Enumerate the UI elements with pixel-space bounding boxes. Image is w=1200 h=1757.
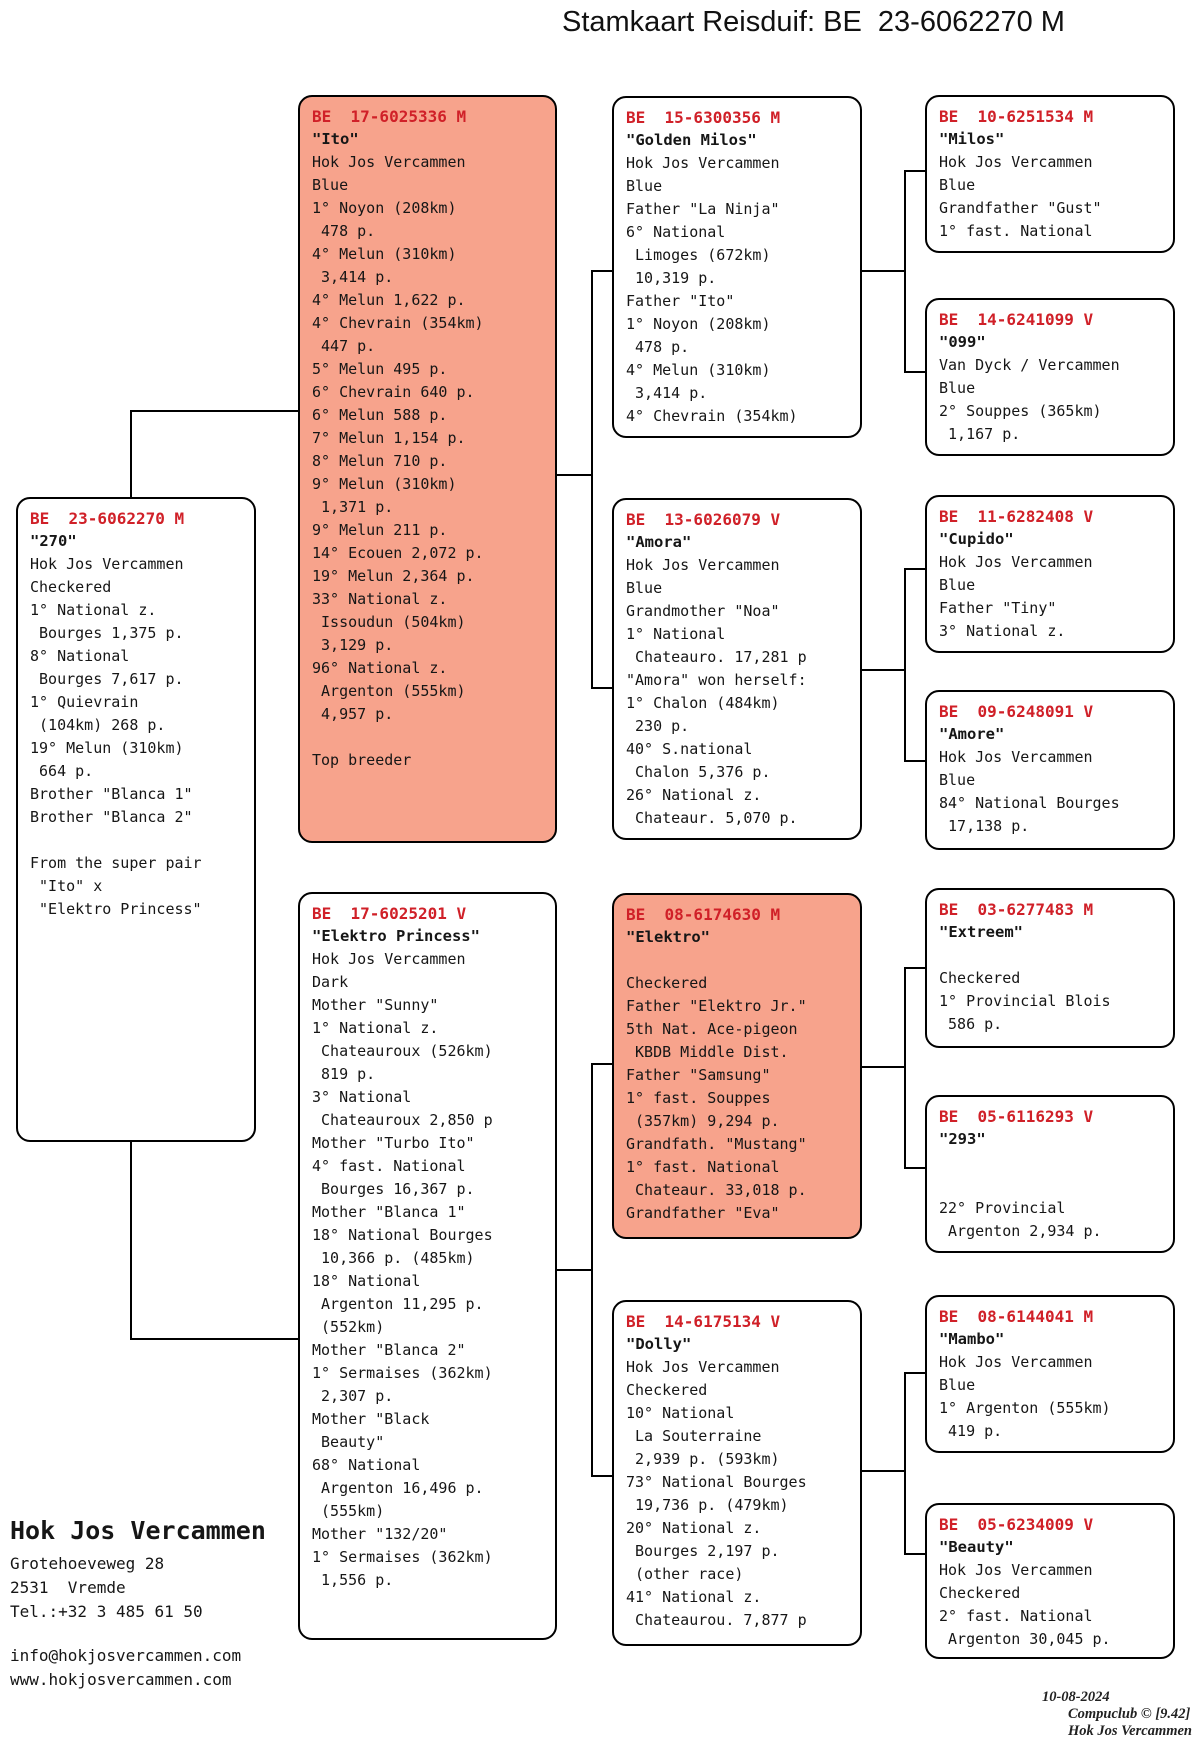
detail-line: 478 p. (312, 222, 376, 240)
detail-line: Chalon 5,376 p. (626, 763, 771, 781)
detail-line: Chateaur. 33,018 p. (626, 1181, 807, 1199)
ring-number: BE 14-6241099 V (939, 310, 1094, 329)
detail-line: 4° Melun (310km) (626, 361, 771, 379)
connector-to-golden-milos (591, 270, 612, 272)
detail-line: Beauty" (312, 1433, 385, 1451)
connector-trunk-ep-parents (591, 1063, 593, 1477)
connector-child-amora (862, 669, 906, 671)
box-details (626, 152, 848, 428)
connector-to-amore (904, 760, 925, 762)
detail-line (939, 1151, 1161, 1174)
pigeon-name: "Amore" (939, 725, 1005, 743)
detail-line: 1° National z. (30, 601, 157, 619)
connector-to-mambo (904, 1372, 925, 1374)
pigeon-name: "Dolly" (626, 1335, 692, 1353)
ring-number: BE 08-6144041 M (939, 1307, 1094, 1326)
detail-line: Father "Tiny" (939, 599, 1057, 617)
detail-line: Blue (626, 579, 663, 597)
detail-line: 2° Souppes (365km) (939, 402, 1102, 420)
detail-line: (552km) (312, 1318, 385, 1336)
detail-line: 230 p. (626, 717, 690, 735)
detail-line: Blue (939, 379, 976, 397)
detail-line: Mother "Sunny" (312, 996, 439, 1014)
detail-line: Hok Jos Vercammen (626, 556, 780, 574)
pedigree-box-amora (612, 498, 862, 840)
detail-line: 4° Chevrain (354km) (312, 314, 484, 332)
ring-number: BE 10-6251534 M (939, 107, 1094, 126)
detail-line: 10,319 p. (626, 269, 717, 287)
detail-line: Grandfather "Gust" (939, 199, 1102, 217)
detail-line: 96° National z. (312, 659, 448, 677)
detail-line: Grandmother "Noa" (626, 602, 780, 620)
detail-line: 4° Melun (310km) (312, 245, 457, 263)
detail-line: 18° National Bourges (312, 1226, 493, 1244)
detail-line (30, 829, 242, 852)
pedigree-box-293 (925, 1095, 1175, 1253)
pigeon-name: "Beauty" (939, 1538, 1014, 1556)
detail-line: Argenton 2,934 p. (939, 1222, 1102, 1240)
detail-line: 2° fast. National (939, 1607, 1093, 1625)
detail-line: 4° Melun 1,622 p. (312, 291, 466, 309)
detail-line: Hok Jos Vercammen (939, 153, 1093, 171)
detail-line: (104km) 268 p. (30, 716, 166, 734)
pigeon-name: "Ito" (312, 130, 359, 148)
ring-number: BE 05-6116293 V (939, 1107, 1094, 1126)
detail-line: Top breeder (312, 751, 412, 769)
detail-line: 17,138 p. (939, 817, 1030, 835)
detail-line: 3,129 p. (312, 636, 394, 654)
footer-credit (1027, 1672, 1192, 1757)
connector-child-ito (557, 474, 593, 476)
connector-to-extreem (904, 967, 925, 969)
pedigree-box-amore (925, 690, 1175, 850)
detail-line: 3,414 p. (626, 384, 708, 402)
pigeon-name: "Elektro Princess" (312, 927, 480, 945)
detail-line: "Ito" x (30, 877, 103, 895)
connector-to-293 (904, 1167, 925, 1169)
detail-line: From the super pair (30, 854, 202, 872)
pigeon-name: "Cupido" (939, 530, 1014, 548)
detail-line: 4° fast. National (312, 1157, 466, 1175)
detail-line: "Elektro Princess" (30, 900, 202, 918)
ring-number: BE 23-6062270 M (30, 509, 185, 528)
detail-line: (555km) (312, 1502, 385, 1520)
detail-line: Father "Samsung" (626, 1066, 771, 1084)
detail-line: 447 p. (312, 337, 376, 355)
detail-line: Blue (939, 576, 976, 594)
detail-line: Hok Jos Vercammen (626, 154, 780, 172)
detail-line: 84° National Bourges (939, 794, 1120, 812)
box-details (939, 354, 1161, 446)
connector-child-elektro (862, 1066, 906, 1068)
detail-line: 1° Argenton (555km) (939, 1399, 1111, 1417)
detail-line: 18° National (312, 1272, 421, 1290)
detail-line: 2,939 p. (593km) (626, 1450, 780, 1468)
detail-line: 419 p. (939, 1422, 1003, 1440)
detail-line: Grandfather "Eva" (626, 1204, 780, 1222)
detail-line: Blue (939, 771, 976, 789)
detail-line: 1° Sermaises (362km) (312, 1364, 493, 1382)
detail-line: 20° National z. (626, 1519, 762, 1537)
detail-line: (other race) (626, 1565, 744, 1583)
ring-number: BE 15-6300356 M (626, 108, 781, 127)
ring-number: BE 03-6277483 M (939, 900, 1094, 919)
connector-child-elektro-princess (557, 1269, 593, 1271)
detail-line: 664 p. (30, 762, 94, 780)
pedigree-box-ito (298, 95, 557, 843)
connector-child-golden-milos (862, 270, 906, 272)
detail-line: 5° Melun 495 p. (312, 360, 448, 378)
detail-line: 40° S.national (626, 740, 753, 758)
connector-to-cupido (904, 568, 925, 570)
detail-line: 4,957 p. (312, 705, 394, 723)
loft-name: Hok Jos Vercammen (10, 1516, 266, 1545)
pedigree-box-dolly (612, 1300, 862, 1646)
detail-line: Hok Jos Vercammen (939, 1561, 1093, 1579)
detail-line: 478 p. (626, 338, 690, 356)
detail-line: Checkered (626, 974, 708, 992)
detail-line: Argenton (555km) (312, 682, 466, 700)
connector-to-milos (904, 170, 925, 172)
detail-line: Bourges 16,367 p. (312, 1180, 475, 1198)
detail-line: Chateaurou. 7,877 p (626, 1611, 807, 1629)
spacer (10, 1624, 266, 1644)
detail-line: 8° National (30, 647, 130, 665)
connector-child-dolly (862, 1470, 906, 1472)
connector-to-elektro-princess (130, 1338, 298, 1340)
detail-line: 6° National (626, 223, 726, 241)
connector-to-ito (130, 410, 298, 412)
detail-line: Bourges 1,375 p. (30, 624, 184, 642)
connector-to-dolly (591, 1475, 612, 1477)
loft-website: www.hokjosvercammen.com (10, 1670, 232, 1689)
detail-line: 19,736 p. (479km) (626, 1496, 789, 1514)
detail-line: 9° Melun (310km) (312, 475, 457, 493)
detail-line: Father "La Ninja" (626, 200, 780, 218)
detail-line: 1° fast. Souppes (626, 1089, 771, 1107)
detail-line: 586 p. (939, 1015, 1003, 1033)
box-details (312, 151, 543, 772)
detail-line: Limoges (672km) (626, 246, 771, 264)
detail-line: 1° Chalon (484km) (626, 694, 780, 712)
detail-line: 5th Nat. Ace-pigeon (626, 1020, 798, 1038)
pedigree-box-milos (925, 95, 1175, 253)
detail-line: 9° Melun 211 p. (312, 521, 448, 539)
footer-loft: Hok Jos Vercammen (1067, 1723, 1192, 1739)
pigeon-name: "099" (939, 333, 986, 351)
detail-line: 2,307 p. (312, 1387, 394, 1405)
ring-number: BE 11-6282408 V (939, 507, 1094, 526)
box-details (939, 151, 1161, 243)
pigeon-name: "Elektro" (626, 928, 710, 946)
detail-line: 4° Chevrain (354km) (626, 407, 798, 425)
pigeon-name: "Milos" (939, 130, 1005, 148)
connector-trunk-ito-parents (591, 270, 593, 689)
detail-line: Bourges 7,617 p. (30, 670, 184, 688)
detail-line: Chateauroux 2,850 p (312, 1111, 493, 1129)
detail-line: 1° fast. National (626, 1158, 780, 1176)
detail-line: Checkered (939, 1584, 1021, 1602)
detail-line: Hok Jos Vercammen (939, 748, 1093, 766)
ring-number: BE 13-6026079 V (626, 510, 781, 529)
detail-line: Mother "Blanca 1" (312, 1203, 466, 1221)
detail-line (312, 726, 543, 749)
box-details (939, 551, 1161, 643)
detail-line: 1° Quievrain (30, 693, 139, 711)
detail-line: Brother "Blanca 1" (30, 785, 193, 803)
connector-trunk-gm-parents (904, 170, 906, 373)
connector-trunk-amora-parents (904, 568, 906, 762)
detail-line: 1° Sermaises (362km) (312, 1548, 493, 1566)
box-details (626, 1356, 848, 1632)
detail-line: Bourges 2,197 p. (626, 1542, 780, 1560)
ring-number: BE 14-6175134 V (626, 1312, 781, 1331)
box-details (312, 948, 543, 1592)
detail-line: Hok Jos Vercammen (312, 153, 466, 171)
page-title: Stamkaart Reisduif: BE 23-6062270 M (562, 6, 1065, 38)
ring-number: BE 05-6234009 V (939, 1515, 1094, 1534)
detail-line: Dark (312, 973, 349, 991)
detail-line: 41° National z. (626, 1588, 762, 1606)
detail-line: Hok Jos Vercammen (30, 555, 184, 573)
detail-line: 73° National Bourges (626, 1473, 807, 1491)
detail-line: 14° Ecouen 2,072 p. (312, 544, 484, 562)
pedigree-box-golden-milos (612, 96, 862, 438)
connector-to-amora (591, 687, 612, 689)
detail-line: 68° National (312, 1456, 421, 1474)
footer-program: Compuclub © [9.42] (1067, 1706, 1191, 1722)
detail-line: Hok Jos Vercammen (312, 950, 466, 968)
pedigree-box-extreem (925, 888, 1175, 1048)
detail-line: La Souterraine (626, 1427, 762, 1445)
detail-line: 1° fast. National (939, 222, 1093, 240)
detail-line: Blue (626, 177, 663, 195)
detail-line: Blue (939, 1376, 976, 1394)
detail-line: 1° National z. (312, 1019, 439, 1037)
detail-line: Brother "Blanca 2" (30, 808, 193, 826)
detail-line: 26° National z. (626, 786, 762, 804)
detail-line: 7° Melun 1,154 p. (312, 429, 466, 447)
detail-line: 6° Chevrain 640 p. (312, 383, 475, 401)
box-details (939, 944, 1161, 1036)
loft-address-line1: Grotehoeveweg 28 (10, 1554, 165, 1573)
loft-email: info@hokjosvercammen.com (10, 1646, 242, 1665)
detail-line: 22° Provincial (939, 1199, 1066, 1217)
detail-line: 1,556 p. (312, 1571, 394, 1589)
detail-line: Blue (312, 176, 349, 194)
detail-line: 10° National (626, 1404, 735, 1422)
box-details (626, 554, 848, 830)
detail-line: (357km) 9,294 p. (626, 1112, 780, 1130)
detail-line: 10,366 p. (485km) (312, 1249, 475, 1267)
detail-line: 1,371 p. (312, 498, 394, 516)
pigeon-name: "Mambo" (939, 1330, 1005, 1348)
detail-line: 1° National (626, 625, 726, 643)
detail-line: Father "Ito" (626, 292, 735, 310)
detail-line: Argenton 30,045 p. (939, 1630, 1111, 1648)
detail-line: 3,414 p. (312, 268, 394, 286)
box-details (626, 949, 848, 1225)
connector-trunk-dolly-parents (904, 1372, 906, 1555)
detail-line: 6° Melun 588 p. (312, 406, 448, 424)
pedigree-box-099 (925, 298, 1175, 456)
detail-line: 1° Noyon (208km) (312, 199, 457, 217)
detail-line: Mother "132/20" (312, 1525, 448, 1543)
detail-line: Hok Jos Vercammen (626, 1358, 780, 1376)
pedigree-box-beauty (925, 1503, 1175, 1659)
detail-line: 19° Melun 2,364 p. (312, 567, 475, 585)
pedigree-box-cupido (925, 495, 1175, 653)
pigeon-name: "293" (939, 1130, 986, 1148)
detail-line: 3° National (312, 1088, 412, 1106)
box-details (939, 1559, 1161, 1651)
loft-phone: Tel.:+32 3 485 61 50 (10, 1602, 203, 1621)
connector-to-beauty (904, 1553, 925, 1555)
detail-line (939, 1174, 1161, 1197)
box-details (939, 746, 1161, 838)
detail-line: KBDB Middle Dist. (626, 1043, 789, 1061)
detail-line: Grandfath. "Mustang" (626, 1135, 807, 1153)
detail-line: 3° National z. (939, 622, 1066, 640)
detail-line: "Amora" won herself: (626, 671, 807, 689)
detail-line: Mother "Blanca 2" (312, 1341, 466, 1359)
detail-line: Chateauroux (526km) (312, 1042, 493, 1060)
pedigree-box-270 (16, 497, 256, 1142)
detail-line: 1° Provincial Blois (939, 992, 1111, 1010)
detail-line: 1,167 p. (939, 425, 1021, 443)
pedigree-box-mambo (925, 1295, 1175, 1453)
detail-line: Father "Elektro Jr." (626, 997, 807, 1015)
ring-number: BE 08-6174630 M (626, 905, 781, 924)
detail-line: Chateauro. 17,281 p (626, 648, 807, 666)
detail-line: 8° Melun 710 p. (312, 452, 448, 470)
detail-line: Mother "Black (312, 1410, 430, 1428)
detail-line: Chateaur. 5,070 p. (626, 809, 798, 827)
detail-line: 819 p. (312, 1065, 376, 1083)
footer-date: 10-08-2024 (1041, 1689, 1110, 1705)
detail-line (939, 944, 1161, 967)
box-details (939, 1151, 1161, 1243)
pigeon-name: "Amora" (626, 533, 692, 551)
detail-line (626, 949, 848, 972)
detail-line: Blue (939, 176, 976, 194)
detail-line: Checkered (939, 969, 1021, 987)
detail-line: Van Dyck / Vercammen (939, 356, 1120, 374)
detail-line: Checkered (30, 578, 112, 596)
ring-number: BE 17-6025336 M (312, 107, 467, 126)
connector-to-elektro (591, 1063, 612, 1065)
pigeon-name: "Extreem" (939, 923, 1023, 941)
pedigree-box-elektro (612, 893, 862, 1239)
loft-contact-block (10, 1516, 266, 1692)
ring-number: BE 17-6025201 V (312, 904, 467, 923)
connector-trunk-elektro-parents (904, 967, 906, 1169)
ring-number: BE 09-6248091 V (939, 702, 1094, 721)
box-details (30, 553, 242, 921)
detail-line: 19° Melun (310km) (30, 739, 184, 757)
pigeon-name: "270" (30, 532, 77, 550)
pigeon-name: "Golden Milos" (626, 131, 757, 149)
detail-line: Hok Jos Vercammen (939, 1353, 1093, 1371)
detail-line: 1° Noyon (208km) (626, 315, 771, 333)
detail-line: Hok Jos Vercammen (939, 553, 1093, 571)
detail-line: Issoudun (504km) (312, 613, 466, 631)
pedigree-box-elektro-princess (298, 892, 557, 1640)
detail-line: Checkered (626, 1381, 708, 1399)
detail-line: 33° National z. (312, 590, 448, 608)
connector-to-099 (904, 371, 925, 373)
box-details (939, 1351, 1161, 1443)
detail-line: Argenton 11,295 p. (312, 1295, 484, 1313)
detail-line: Argenton 16,496 p. (312, 1479, 484, 1497)
detail-line: Mother "Turbo Ito" (312, 1134, 475, 1152)
loft-address-line2: 2531 Vremde (10, 1578, 126, 1597)
